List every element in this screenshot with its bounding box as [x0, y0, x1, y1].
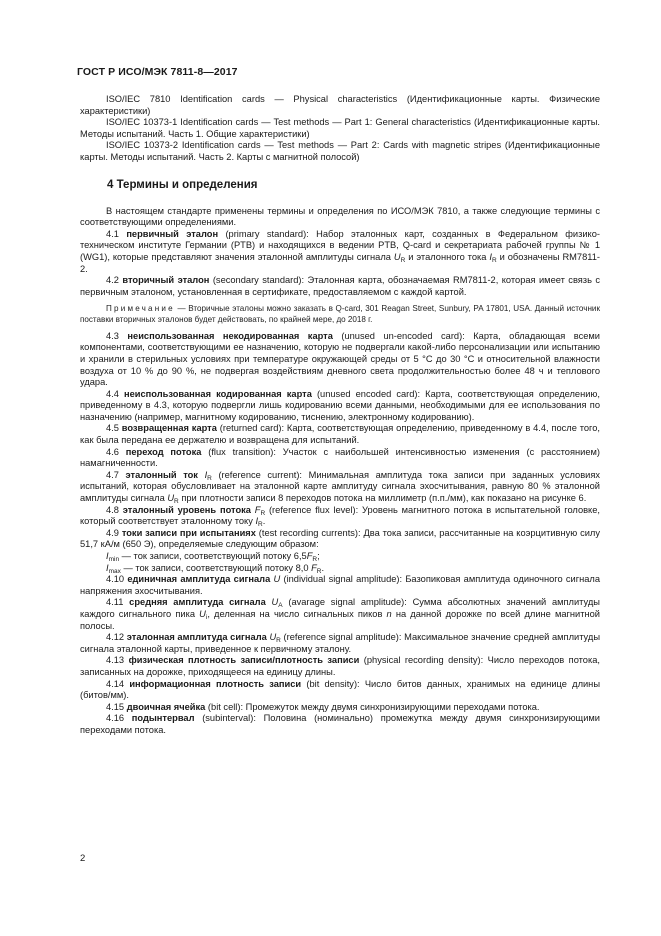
def-text: (primary standard): Набор эталонных карт, созданных в Федеральном физико-техническом институте Германии (PTB) и находящихся в ведении PTB, Q-card и секретариата рабочей группы № 1 (WG1), которые представляют значения эталонной амплитуды сигнала [80, 228, 600, 262]
def-term: двоичная ячейка [126, 701, 206, 712]
subscript: R [174, 498, 179, 506]
subscript: A [278, 602, 283, 610]
def-text: , деленная на число сигнальных пиков [207, 608, 387, 619]
def-term: токи записи при испытаниях [121, 527, 256, 538]
def-text: и эталонного тока [405, 251, 490, 262]
definition-4-5 [80, 423, 600, 446]
def-text: . [321, 562, 325, 573]
def-number: 4.1 [106, 228, 119, 239]
def-text: (bit density): Число битов данных, хранимых на единице длины (битов/мм). [80, 678, 600, 701]
def-number: 4.16 [106, 713, 125, 724]
subscript: R [400, 256, 406, 264]
symbol: I [489, 251, 492, 262]
symbol: U [167, 493, 175, 504]
definition-4-9 [80, 528, 600, 551]
normative-reference: ISO/IEC 10373-2 Identification cards — Test methods — Part 2: Cards with magnetic stripes (Идентификационные карты. Методы испытаний. Часть 2. Карты с магнитной полосой) [80, 140, 600, 162]
def-number: 4.12 [106, 632, 125, 643]
definition-4-1 [80, 229, 600, 275]
symbol: F [306, 551, 313, 561]
def-text: (unused encoded card): Карта, соответствующая определению, приведенному в 4.3, которую подвергли лишь кодированию всеми данными, необходимыми для ее использования по назначению (например, магнитному кодированию, тиснению, электронному кодированию). [80, 388, 600, 422]
section-title: 4 Термины и определения [107, 178, 258, 191]
def-text: и обозначены RM7811-2. [80, 251, 600, 274]
note-label: Примечание [106, 304, 175, 314]
def-text: (individual signal amplitude): Базопиковая амплитуда одиночного сигнала напряжения эхосчитывания. [80, 574, 600, 596]
def-number: 4.5 [106, 423, 119, 434]
definition-4-14 [80, 679, 600, 702]
def-term: средняя амплитуда сигнала [129, 597, 266, 608]
definition-4-10 [80, 574, 600, 597]
symbol: F [254, 504, 261, 515]
def-text: — ток записи, соответствующий потоку 8,0 [120, 562, 312, 573]
symbol: U [199, 608, 206, 619]
def-number: 4.8 [106, 504, 119, 515]
definition-4-6 [80, 447, 600, 470]
definition-4-7 [80, 470, 600, 505]
subscript: R [316, 567, 322, 575]
symbol: F [311, 562, 317, 573]
def-term: эталонный уровень потока [122, 504, 251, 515]
definition-4-2 [80, 275, 600, 298]
note [80, 304, 600, 324]
symbol: U [393, 251, 401, 262]
def-term: физическая плотность записи/плотность записи [128, 655, 360, 666]
definition-4-4 [80, 389, 600, 424]
def-number: 4.4 [106, 388, 119, 399]
subscript: R [491, 256, 497, 264]
def-text: (subinterval): Половина (номинально) промежутка между двумя синхронизирующими переходами потока. [80, 713, 600, 735]
def-text: . [262, 516, 266, 527]
page-content [80, 94, 600, 737]
symbol: I [255, 516, 259, 527]
symbol: n [386, 608, 392, 619]
def-number: 4.9 [106, 527, 119, 538]
normative-reference: ISO/IEC 7810 Identification cards — Physical characteristics (Идентификационные карты. Физические характеристики) [80, 94, 600, 116]
definition-4-16 [80, 713, 600, 736]
def-term: информационная плотность записи [129, 678, 302, 689]
def-text: (secondary standard): Эталонная карта, обозначаемая RM7811-2, которая имеет связь с первичным эталоном, установленная в сертификате, предоставляемом с каждой картой. [80, 275, 600, 297]
page-number: 2 [80, 853, 86, 864]
def-text: (bit cell): Промежуток между двумя синхронизирующими переходами потока. [207, 701, 540, 712]
def-number: 4.14 [106, 678, 125, 689]
def-number: 4.7 [106, 469, 119, 480]
def-text: (returned card): Карта, соответствующая определению, приведенному в 4.4, после того, как была передана ее держателю и возвращена для испытаний. [80, 423, 600, 446]
def-term: вторичный эталон [122, 275, 210, 286]
symbol: I [106, 551, 109, 561]
subscript: R [207, 474, 212, 482]
document-header: ГОСТ Р ИСО/МЭК 7811-8—2017 [77, 66, 238, 78]
intro-paragraph: В настоящем стандарте применены термины и определения по ИСО/МЭК 7810, а также следующие термины с соответствующими определениями. [80, 205, 600, 228]
definition-4-13 [80, 655, 600, 678]
def-text: при плотности записи 8 переходов потока на миллиметр (п.п./мм), как показано на рисунке 6. [178, 493, 587, 504]
def-term: единичная амплитуда сигнала [127, 574, 271, 585]
definition-4-3 [80, 331, 600, 389]
subscript: i [205, 613, 208, 621]
definition-4-12 [80, 632, 600, 655]
subscript: R [260, 509, 266, 517]
symbol: U [273, 574, 281, 585]
symbol: I [106, 562, 109, 573]
def-term: возвращенная карта [121, 423, 217, 434]
symbol: U [271, 597, 279, 608]
def-number: 4.10 [106, 574, 125, 585]
def-term: неиспользованная некодированная карта [127, 330, 333, 341]
subscript: R [258, 521, 263, 529]
def-term: неиспользованная кодированная карта [124, 388, 312, 399]
def-number: 4.6 [106, 446, 119, 457]
current-line-max [80, 563, 600, 575]
def-number: 4.13 [106, 655, 125, 666]
def-term: эталонный ток [125, 469, 198, 480]
definition-4-15 [80, 702, 600, 714]
subscript: min [108, 556, 120, 563]
def-term: первичный эталон [126, 228, 219, 239]
def-term: подынтервал [131, 713, 195, 724]
def-number: 4.2 [106, 275, 119, 286]
definition-4-8 [80, 505, 600, 528]
symbol: I [204, 469, 208, 480]
subscript: max [108, 567, 121, 575]
normative-reference: ISO/IEC 10373-1 Identification cards — Test methods — Part 1: General characteristics (Идентификационные карты. Методы испытаний. Часть 1. Общие характеристики) [80, 117, 600, 139]
current-line-min [80, 551, 600, 563]
def-text: — ток записи, соответствующий потоку 6,5 [119, 551, 307, 561]
def-text: на данной дорожке по всей длине магнитной полосы. [80, 608, 600, 631]
note-text: — Вторичные эталоны можно заказать в Q-card, 301 Reagan Street, Sunbury, PA 17801, USA. Данный источник поставки вторичных эталонов будет действовать, по крайней мере, до 2018 г. [80, 304, 600, 324]
def-text: (unused un-encoded card): Карта, обладающая всеми компонентами, соответствующими ее назначению, которую не подвергали какой-либо персонализации или испытанию и хранили в стерильных условиях при температуре окружающей среды от 5 °С до 30 °С и относительной влажности воздуха от 10 % до 90 %, не подвергая воздействиям дневного света продолжительностью более 48 ч и теплового удара. [80, 330, 600, 388]
def-number: 4.11 [106, 597, 124, 608]
def-text: (avarage signal amplitude): Сумма абсолютных значений амплитуды каждого сигнального пика [80, 597, 600, 619]
def-term: переход потока [125, 446, 202, 457]
def-number: 4.15 [106, 701, 125, 712]
subscript: R [312, 556, 318, 563]
def-text: (reference signal amplitude): Максимальное значение средней амплитуды сигнала эталонной карты, приведенное к первичному эталону. [80, 632, 600, 654]
def-text: (test recording currents): Два тока записи, рассчитанные на коэрцитивную силу 51,7 кА/м (650 Э), определяемые следующим образом: [80, 527, 600, 550]
symbol: U [269, 632, 277, 643]
def-term: эталонная амплитуда сигнала [126, 632, 267, 643]
def-text: (reference current): Минимальная амплитуда тока записи при заданных условиях испытаний, которая обусловливает на эталонной карте амплитуду сигнала эхосчитывания, равную 80 % эталонной амплитуды сигнала [80, 469, 601, 504]
def-text: (flux transition): Участок с наибольшей интенсивностью изменения (с расстоянием) намагниченности. [80, 446, 600, 469]
def-number: 4.3 [106, 330, 119, 341]
def-text: (reference flux level): Уровень магнитного потока в испытательной головке, который соответствует эталонному току [80, 504, 600, 527]
def-text: (physical recording density): Число переходов потока, записанных на дорожке, приходящееся на единицу длины. [80, 655, 601, 677]
definition-4-11 [80, 597, 600, 632]
def-text: ; [317, 551, 320, 561]
subscript: R [276, 637, 281, 645]
